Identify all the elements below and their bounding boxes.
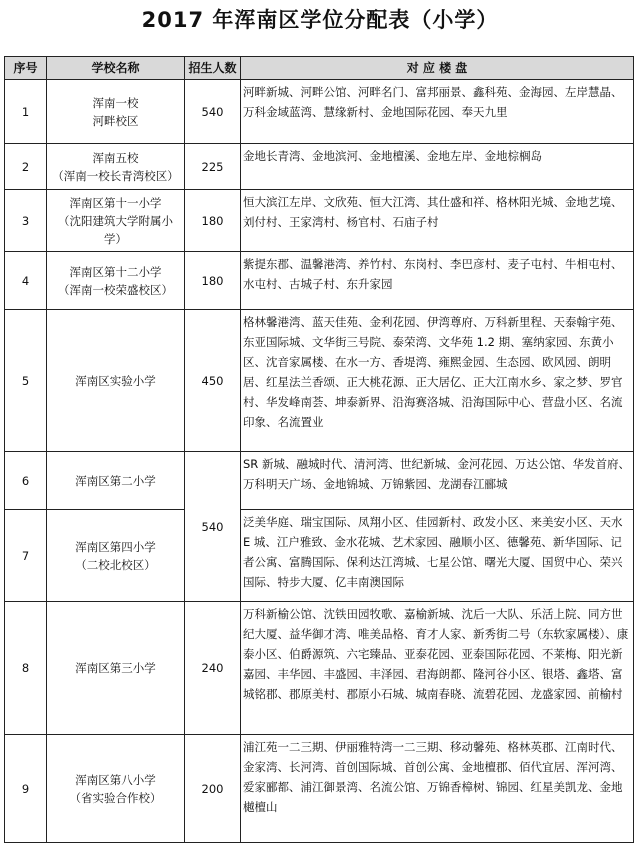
- table-row: [5, 80, 634, 144]
- school-name-line: 浑南区第三小学: [75, 661, 156, 675]
- row-no: 9: [5, 735, 47, 843]
- header-estates: 对 应 楼 盘: [241, 57, 634, 80]
- school-name-line: 浑南区实验小学: [75, 373, 156, 388]
- school-name-line: 浑南一校: [92, 95, 139, 110]
- row-no: 4: [5, 252, 47, 310]
- estates: 浦江苑一二三期、伊丽雅特湾一二三期、移动馨苑、格林英郡、江南时代、金家湾、长河湾、首创国际城、首创公寓、金地檀郡、佰代宜居、浑河湾、爱家郦都、浦江御景湾、名流公馆、万锦香樟树、锦园、红星美凯龙、金地樾檀山: [241, 735, 634, 843]
- estates: 紫提东郡、温馨港湾、养竹村、东岗村、李巴彦村、麦子屯村、牛相屯村、水屯村、古城子村、东升家园: [241, 252, 634, 310]
- table-row: [5, 602, 634, 735]
- school-name-line: 浑南区第十一小学: [69, 195, 162, 210]
- school-name: [47, 310, 185, 452]
- estates: 恒大滨江左岸、文欣苑、恒大江湾、其仕盛和祥、格林阳光城、金地艺境、刘付村、王家湾村、杨官村、石庙子村: [241, 190, 634, 252]
- school-name: [47, 252, 185, 310]
- estates: SR 新城、融城时代、清河湾、世纪新城、金河花园、万达公馆、华发首府、万科明天广场、金地锦城、万锦紫园、龙湖春江郦城: [241, 452, 634, 510]
- row-no: 7: [5, 510, 47, 602]
- estates: 河畔新城、河畔公馆、河畔名门、富邦丽景、鑫科苑、金海园、左岸慧晶、万科金域蓝湾、慧缘新村、金地国际花园、奉天九里: [241, 80, 634, 144]
- school-name: [47, 735, 185, 843]
- row-no: 2: [5, 144, 47, 190]
- page-title: 2017 年浑南区学位分配表（小学）: [141, 8, 499, 32]
- estates: 格林馨港湾、蓝天佳苑、金利花园、伊湾尊府、万科新里程、天泰翰宇苑、东亚国际城、文华街三号院、泰荣湾、文华苑 1.2 期、塞纳家园、东黄小区、沈音家属楼、在水一方、香堤湾、雍熙金园、生态园、欧风园、朗明居、红星法兰香颂、正大桃花源、正大居亿、正大江南水乡、家之梦、罗官村、华发峰南荟、坤泰新界、沿海赛洛城、沿海国际中心、营盘小区、名流印象、名流置业: [241, 310, 634, 452]
- header-quota: 招生人数: [185, 57, 241, 80]
- row-no: 8: [5, 602, 47, 735]
- school-name-line: 浑南区第八小学: [75, 772, 156, 787]
- row-no: 1: [5, 80, 47, 144]
- school-name-line: （二校北校区）: [75, 557, 156, 572]
- school-name-line: 浑南区第十二小学: [69, 264, 162, 279]
- school-name: [47, 80, 185, 144]
- school-name-line: 河畔校区: [92, 113, 139, 128]
- table-row: [5, 144, 634, 190]
- school-name: [47, 190, 185, 252]
- school-name-line: 浑南区第四小学: [75, 539, 156, 554]
- table-row: [5, 310, 634, 452]
- school-name: [47, 602, 185, 735]
- quota: 225: [185, 144, 241, 190]
- header-no: 序号: [5, 57, 47, 80]
- estates: 万科新榆公馆、沈铁田园牧歌、嘉榆新城、沈后一大队、乐活上院、同方世纪大厦、益华御才湾、唯美品格、育才人家、新秀街二号（东软家属楼）、康泰小区、伯爵源筑、六宅臻品、亚泰花园、亚泰国际花园、不莱梅、阳光新嘉园、丰华园、丰盛园、丰泽园、君海朗都、隆河谷小区、银塔、鑫塔、富城铭郡、郡原美村、郡原小石城、城南春晓、流碧花园、龙盛家园、前榆村: [241, 602, 634, 735]
- school-name-line: （沈阳建筑大学附属小: [58, 213, 173, 228]
- row-no: 6: [5, 452, 47, 510]
- estates: 金地长青湾、金地滨河、金地檀溪、金地左岸、金地棕榈岛: [241, 144, 634, 190]
- quota: 540: [185, 452, 241, 602]
- header-school: 学校名称: [47, 57, 185, 80]
- school-name: [47, 144, 185, 190]
- quota: 450: [185, 310, 241, 452]
- table-row: [5, 510, 634, 602]
- quota: 200: [185, 735, 241, 843]
- row-no: 3: [5, 190, 47, 252]
- school-name-line: 学）: [104, 231, 127, 246]
- table-row: [5, 252, 634, 310]
- table-row: [5, 735, 634, 843]
- school-name-line: （浑南一校长青湾校区）: [52, 168, 179, 183]
- quota: 180: [185, 252, 241, 310]
- row-no: 5: [5, 310, 47, 452]
- quota: 180: [185, 190, 241, 252]
- quota: 240: [185, 602, 241, 735]
- table-header-row: [5, 57, 634, 80]
- school-name-line: 浑南五校: [92, 150, 139, 165]
- table-row: [5, 190, 634, 252]
- estates: 泛美华庭、瑞宝国际、凤翔小区、佳园新村、政发小区、来美安小区、天水 E 城、江户雅致、金水花城、艺术家园、融顺小区、德馨苑、新华国际、记者公寓、富腾国际、保利达江湾城、七星公馆、曙光大厦、国贸中心、荣兴国际、特步大厦、亿丰南澳国际: [241, 510, 634, 602]
- school-name: [47, 452, 185, 510]
- school-name-line: （浑南一校荣盛校区）: [58, 282, 173, 297]
- table-row: [5, 452, 634, 510]
- school-name: [47, 510, 185, 602]
- quota: 540: [185, 80, 241, 144]
- school-name-line: 浑南区第二小学: [75, 473, 156, 488]
- allocation-table: [4, 56, 634, 843]
- school-name-line: （省实验合作校）: [69, 790, 162, 805]
